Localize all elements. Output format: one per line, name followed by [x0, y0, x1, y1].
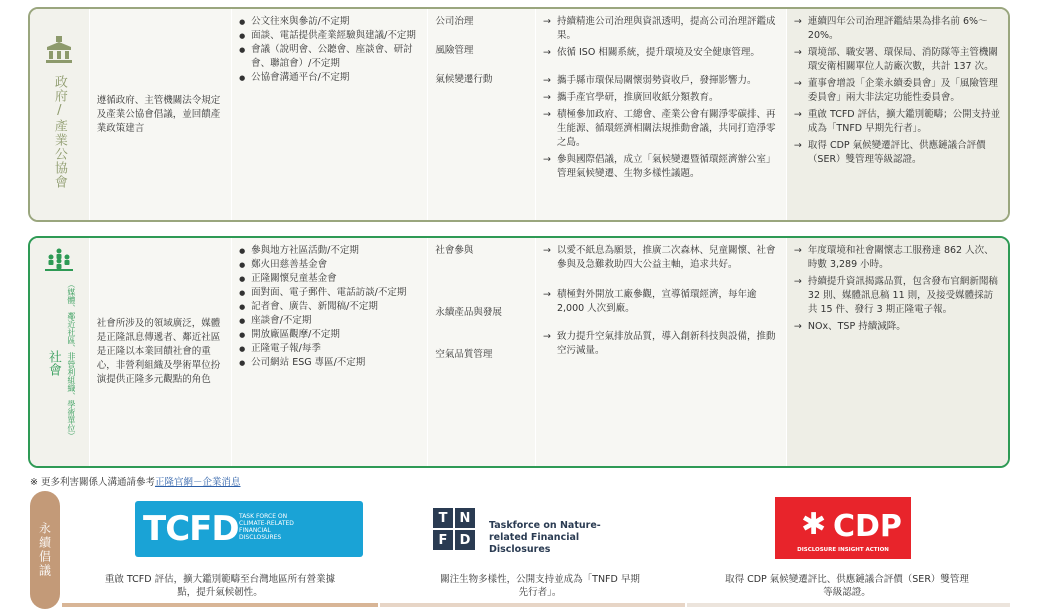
list-item: ● 記者會、廣告、新聞稿/不定期	[239, 300, 420, 314]
company-news-link[interactable]: 正隆官網－企業消息	[154, 477, 241, 488]
list-item: → 環境部、職安署、環保局、消防隊等主管機關環安衛相關單位人訪廠次數，共計 137 次。	[794, 46, 1001, 74]
society-subcategory-label: （媒體、鄰近社區、非營利組織、學術單位）	[66, 280, 76, 440]
government-channels	[231, 9, 427, 220]
cdp-mark-icon: ✱	[801, 507, 827, 542]
list-item: → 攜手產官學研，推廣回收紙分類教育。	[543, 91, 779, 105]
list-item: → 年度環境和社會關懷志工服務達 862 人次、時數 3,289 小時。	[794, 244, 1001, 272]
list-item: ● 開放廠區觀摩/不定期	[239, 328, 420, 342]
tcfd-caption: 重啟 TCFD 評估，擴大鑑別範疇至台灣地區所有營業據點，提升氣候韌性。	[104, 574, 336, 598]
list-item: ● 鄭火田慈善基金會	[239, 258, 420, 272]
community-people-icon	[43, 248, 75, 272]
cdp-logo: ✱ CDP DISCLOSURE INSIGHT ACTION	[775, 497, 911, 559]
divider	[62, 603, 378, 607]
list-item: → 董事會增設「企業永續委員會」及「風險管理委員會」兩大非法定功能性委員會。	[794, 77, 1001, 105]
topic-label: 氣候變遷行動	[435, 74, 493, 85]
government-actions	[535, 9, 786, 220]
government-category-label: 政府/產業公協會	[51, 75, 67, 189]
list-item: ● 面對面、電子郵件、電話訪談/不定期	[239, 286, 420, 300]
initiatives-side-label: 永續倡議	[30, 491, 60, 609]
government-topics	[427, 9, 535, 220]
list-item: → 持續精進公司治理與資訊透明，提高公司治理評鑑成果。	[543, 15, 779, 43]
topic-label: 風險管理	[435, 45, 474, 56]
government-building-icon	[44, 35, 74, 65]
list-item: → 致力提升空氣排放品質，導入創新科技與設備，推動空污減量。	[543, 330, 779, 358]
list-item: ● 公文往來與參訪/不定期	[239, 15, 420, 29]
list-item: → 連續四年公司治理評鑑結果為排名前 6%～20%。	[794, 15, 1001, 43]
cdp-caption: 取得 CDP 氣候變遷評比、供應鏈議合評價（SER）雙管理等級認證。	[725, 574, 969, 598]
government-results	[786, 9, 1008, 220]
society-card	[28, 236, 1010, 468]
tnfd-caption: 關注生物多樣性，公開支持並成為「TNFD 早期先行者」。	[440, 574, 640, 598]
tcfd-logo: TCFD TASK FORCE ON CLIMATE-RELATED FINANCIAL DISCLOSURES	[135, 501, 363, 557]
topic-label: 空氣品質管理	[435, 349, 493, 360]
topic-label: 永續產品與發展	[435, 307, 502, 318]
list-item: → 重啟 TCFD 評估，擴大鑑別範疇；公開支持並成為「TNFD 早期先行者」。	[794, 108, 1001, 136]
list-item: → 積極對外開放工廠參觀，宣導循環經濟，每年逾 2,000 人次到廠。	[543, 288, 779, 316]
tnfd-logo: T N F D Taskforce on Nature-related Financial Disclosures	[433, 508, 653, 554]
society-category-label: 社會	[45, 350, 61, 376]
list-item: → 依循 ISO 相關系統，提升環境及安全健康管理。	[543, 46, 779, 60]
society-channels	[231, 238, 427, 466]
list-item: → 取得 CDP 氣候變遷評比、供應鏈議合評價（SER）雙管理等級認證。	[794, 139, 1001, 167]
list-item: ● 公協會溝通平台/不定期	[239, 71, 420, 85]
list-item: → 以愛不紙息為願景，推廣二次森林、兒童關懷、社會參與及急難救助四大公益主軸，追求共好。	[543, 244, 779, 272]
list-item: ● 正隆關懷兒童基金會	[239, 272, 420, 286]
divider	[380, 603, 685, 607]
society-category	[30, 238, 90, 466]
society-results	[786, 238, 1008, 466]
government-card	[28, 7, 1010, 222]
list-item: ● 參與地方社區活動/不定期	[239, 244, 420, 258]
list-item: → 攜手縣市環保局關懷弱勢資收戶，發揮影響力。	[543, 74, 779, 88]
topic-label: 公司治理	[435, 16, 474, 27]
government-category	[30, 9, 90, 220]
list-item: → 積極參加政府、工總會、產業公會有關淨零碳排、再生能源、循環經濟相關法規推動會議，共同打造淨零之島。	[543, 108, 779, 150]
divider	[687, 603, 1010, 607]
list-item: ● 公司網站 ESG 專區/不定期	[239, 356, 420, 370]
stakeholder-note: ※ 更多利害關係人溝通請參考正隆官網－企業消息	[30, 477, 241, 488]
list-item: ● 正隆電子報/每季	[239, 342, 420, 356]
list-item: ● 座談會/不定期	[239, 314, 420, 328]
society-actions	[535, 238, 786, 466]
list-item: ● 會議（說明會、公聽會、座談會、研討會、聯誼會）/不定期	[239, 43, 420, 71]
government-description: 遵循政府、主管機關法令規定及產業公協會倡議，並回饋產業政策建言	[90, 9, 231, 220]
list-item: → NOx、TSP 持續減降。	[794, 320, 1001, 334]
society-description: 社會所涉及的領域廣泛，媒體是正隆訊息傳遞者、鄰近社區是正隆以本業回饋社會的重心，非營利組織及學術單位扮演提供正隆多元觀點的角色	[90, 238, 231, 466]
society-topics	[427, 238, 535, 466]
list-item: → 持續提升資訊揭露品質，包含發布官網新聞稿 32 則、媒體訊息稿 11 則，及接受媒體採訪共 15 件、發行 3 期正隆電子報。	[794, 275, 1001, 317]
topic-label: 社會參與	[435, 245, 474, 256]
list-item: → 參與國際倡議，成立「氣候變遷暨循環經濟辦公室」管理氣候變遷、生物多樣性議題。	[543, 153, 779, 181]
list-item: ● 面談、電話提供產業經驗與建議/不定期	[239, 29, 420, 43]
